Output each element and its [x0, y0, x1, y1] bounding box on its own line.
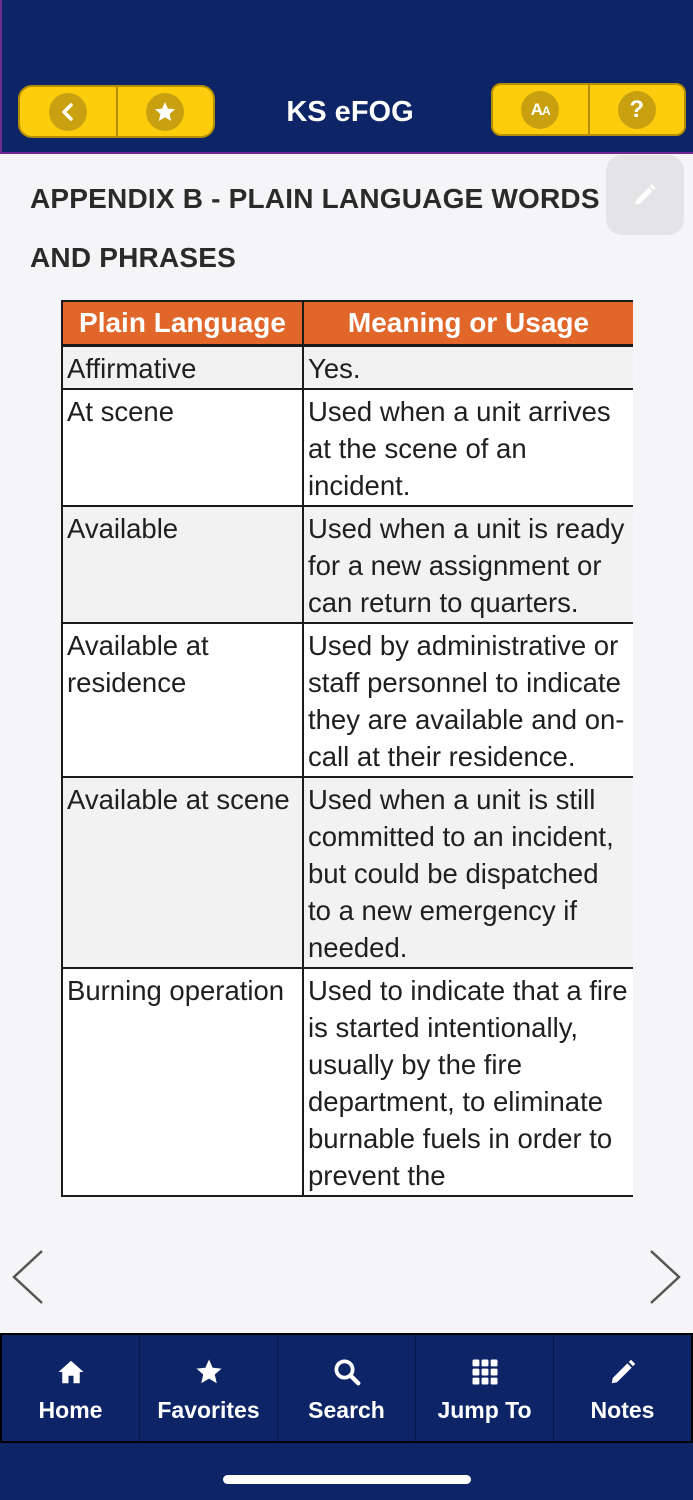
table-row: [62, 623, 633, 777]
footer-background: [0, 1443, 693, 1500]
nav-label: Search: [308, 1397, 385, 1423]
term-cell: Available at residence: [62, 623, 303, 777]
column-header: Meaning or Usage: [303, 301, 633, 345]
meaning-cell: Yes.: [303, 345, 633, 389]
back-button[interactable]: [20, 87, 116, 136]
term-cell: Affirmative: [62, 345, 303, 389]
bottom-nav: [0, 1333, 693, 1443]
home-indicator[interactable]: [223, 1475, 471, 1484]
header-left-button-group: [18, 85, 215, 138]
nav-label: Jump To: [437, 1397, 532, 1423]
favorite-button[interactable]: [116, 87, 214, 136]
table-row: [62, 777, 633, 968]
previous-page-button[interactable]: [10, 1249, 46, 1305]
text-size-button[interactable]: [493, 85, 588, 134]
term-cell: Burning operation: [62, 968, 303, 1196]
plain-language-table: [61, 300, 633, 1197]
next-page-button[interactable]: [647, 1249, 683, 1305]
grid-icon: [470, 1355, 500, 1389]
column-header: Plain Language: [62, 301, 303, 345]
home-icon: [56, 1355, 86, 1389]
text-size-icon: AA: [521, 91, 559, 129]
chevron-left-icon: [10, 1249, 46, 1305]
page-title: APPENDIX B - PLAIN LANGUAGE WORDS AND PHRASES: [30, 183, 600, 273]
help-icon: ?: [618, 91, 656, 129]
star-icon: [194, 1355, 224, 1389]
term-cell: Available: [62, 506, 303, 623]
table-row: [62, 968, 633, 1196]
nav-home[interactable]: [2, 1335, 140, 1441]
meaning-cell: Used when a unit arrives at the scene of an incident.: [303, 389, 633, 506]
pencil-icon: [632, 182, 658, 208]
table-row: [62, 389, 633, 506]
pencil-icon: [608, 1355, 638, 1389]
nav-label: Home: [38, 1397, 103, 1423]
meaning-cell: Used to indicate that a fire is started intentionally, usually by the fire department, to eliminate burnable fuels in order to prevent the: [303, 968, 633, 1196]
app-title: KS eFOG: [286, 96, 414, 128]
table-row: [62, 345, 633, 389]
content-area[interactable]: [0, 155, 693, 1258]
nav-search[interactable]: [278, 1335, 416, 1441]
term-cell: Available at scene: [62, 777, 303, 968]
nav-jump-to[interactable]: [416, 1335, 554, 1441]
meaning-cell: Used by administrative or staff personnel to indicate they are available and on-call at their residence.: [303, 623, 633, 777]
star-icon: [146, 93, 184, 131]
help-button[interactable]: [588, 85, 685, 134]
nav-notes[interactable]: [554, 1335, 691, 1441]
table-header-row: [62, 301, 633, 345]
edit-note-button[interactable]: [606, 155, 684, 235]
chevron-right-icon: [647, 1249, 683, 1305]
meaning-cell: Used when a unit is ready for a new assignment or can return to quarters.: [303, 506, 633, 623]
table-row: [62, 506, 633, 623]
term-cell: At scene: [62, 389, 303, 506]
nav-label: Notes: [590, 1397, 655, 1423]
nav-label: Favorites: [157, 1397, 260, 1423]
meaning-cell: Used when a unit is still committed to an incident, but could be dispatched to a new emergency if needed.: [303, 777, 633, 968]
app-header: [0, 0, 693, 154]
nav-favorites[interactable]: [140, 1335, 278, 1441]
search-icon: [332, 1355, 362, 1389]
header-right-button-group: [491, 83, 686, 136]
back-arrow-icon: [49, 93, 87, 131]
